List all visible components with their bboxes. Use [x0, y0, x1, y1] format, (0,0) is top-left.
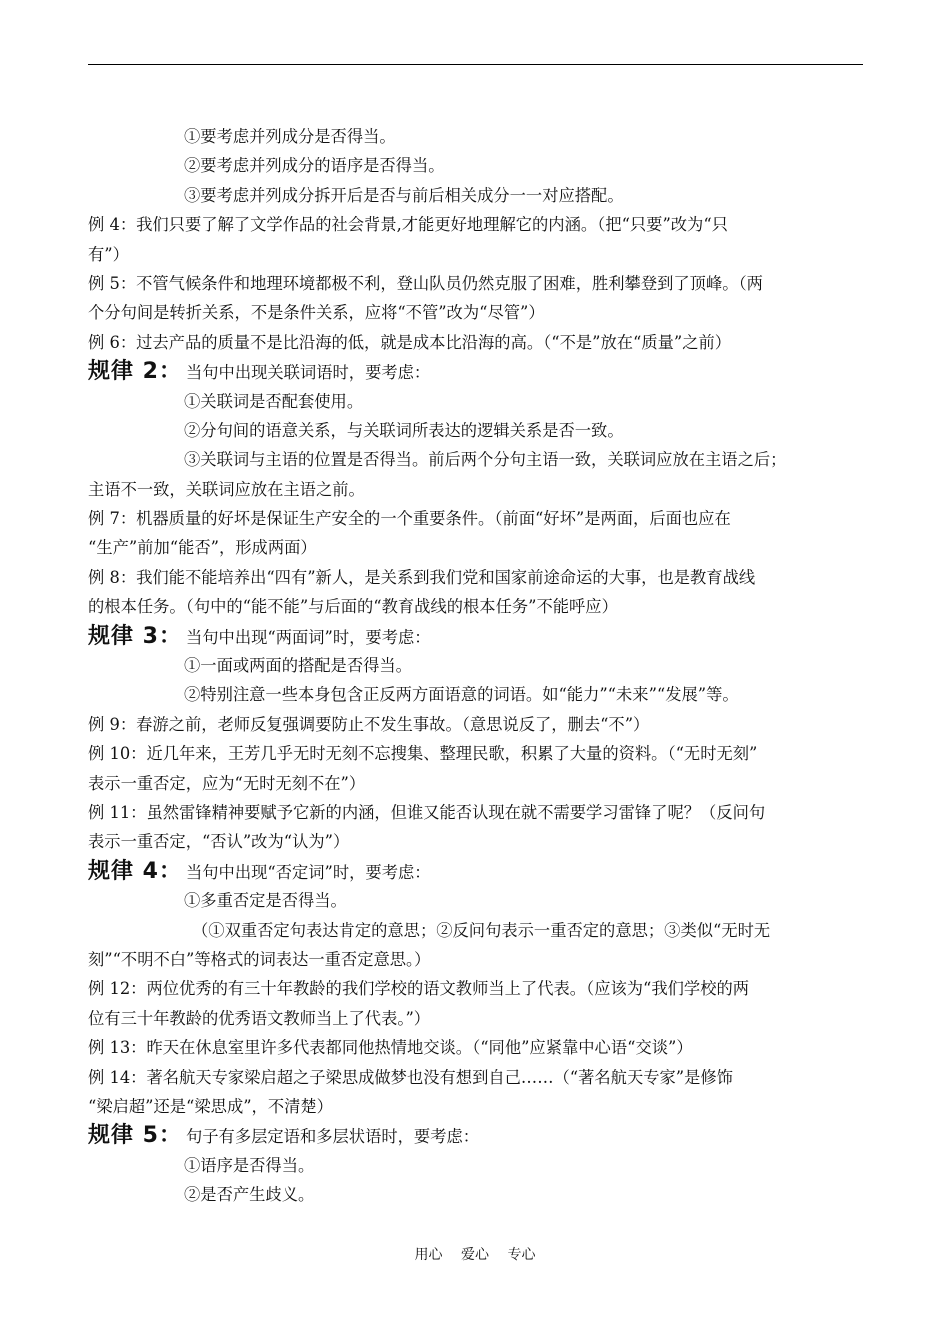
- text-line: [88, 798, 878, 827]
- line-text: 例 8：我们能不能培养出“四有”新人，是关系到我们党和国家前途命运的大事，也是教育战线: [88, 567, 756, 587]
- header-rule: [88, 64, 863, 65]
- text-line: [88, 563, 878, 592]
- text-line: [88, 475, 878, 504]
- line-text: ③要考虑并列成分拆开后是否与前后相关成分一一对应搭配。: [184, 185, 624, 205]
- page-footer: 用心 爱心 专心: [414, 1247, 536, 1263]
- line-text: 例 4：我们只要了解了文学作品的社会背景,才能更好地理解它的内涵。（把“只要”改为“只: [88, 215, 728, 235]
- rule-label: 规律 2：: [88, 359, 182, 385]
- text-line: [88, 298, 878, 327]
- text-line: [88, 387, 878, 416]
- line-text: （①双重否定句表达肯定的意思；②反问句表示一重否定的意思；③类似“无时无: [192, 920, 771, 940]
- text-line: [88, 916, 878, 945]
- text-line: [88, 533, 878, 562]
- line-text: 例 9：春游之前，老师反复强调要防止不发生事故。（意思说反了，删去“不”）: [88, 714, 650, 734]
- line-text: 的根本任务。（句中的“能不能”与后面的“教育战线的根本任务”不能呼应）: [88, 597, 618, 617]
- line-text: 有”）: [88, 244, 129, 264]
- line-text: ①要考虑并列成分是否得当。: [184, 127, 396, 146]
- line-text: “梁启超”还是“梁思成”，不清楚）: [88, 1096, 333, 1116]
- rule-heading-line: [88, 357, 878, 386]
- line-text: 表示一重否定，“否认”改为“认为”）: [88, 832, 350, 852]
- text-line: [88, 827, 878, 856]
- line-text: 表示一重否定，应为“无时无刻不在”）: [88, 773, 366, 793]
- rule-label: 规律 5：: [88, 1123, 182, 1149]
- text-line: [88, 504, 878, 533]
- text-line: [88, 181, 878, 210]
- text-line: [88, 769, 878, 798]
- line-text: ②分句间的语意关系，与关联词所表达的逻辑关系是否一致。: [184, 420, 624, 440]
- rule-heading-line: [88, 622, 878, 651]
- line-text: 例 7：机器质量的好坏是保证生产安全的一个重要条件。（前面“好坏”是两面，后面也应在: [88, 509, 731, 529]
- text-line: [88, 328, 878, 357]
- text-line: [88, 1180, 878, 1209]
- line-text: 个分句间是转折关系，不是条件关系，应将“不管”改为“尽管”）: [88, 303, 545, 323]
- text-line: [88, 151, 878, 180]
- text-line: [88, 592, 878, 621]
- line-text: ①多重否定是否得当。: [184, 891, 347, 911]
- rule-heading-line: [88, 857, 878, 886]
- line-text: 例 14：著名航天专家梁启超之子梁思成做梦也没有想到自己……（“著名航天专家”是修饰: [88, 1067, 733, 1087]
- document-body: [88, 122, 878, 1209]
- text-line: [88, 210, 878, 239]
- line-text: 例 6：过去产品的质量不是比沿海的低，就是成本比沿海的高。（“不是”放在“质量”之前）: [88, 332, 732, 352]
- text-line: [88, 122, 878, 151]
- line-text: ①语序是否得当。: [184, 1155, 315, 1175]
- text-line: [88, 240, 878, 269]
- line-text: 例 12：两位优秀的有三十年教龄的我们学校的语文教师当上了代表。（应该为“我们学校的两: [88, 979, 750, 999]
- text-line: [88, 269, 878, 298]
- line-text: ①一面或两面的搭配是否得当。: [184, 656, 412, 676]
- line-text: 主语不一致，关联词应放在主语之前。: [88, 479, 365, 499]
- rule-label: 规律 4：: [88, 858, 182, 884]
- line-text: 例 11：虽然雷锋精神要赋予它新的内涵，但谁又能否认现在就不需要学习雷锋了呢？（反问句: [88, 802, 766, 822]
- text-line: [88, 974, 878, 1003]
- line-text: ②是否产生歧义。: [184, 1185, 315, 1205]
- rule-label: 规律 3：: [88, 623, 182, 649]
- text-line: [88, 710, 878, 739]
- line-text: “生产”前加“能否”，形成两面）: [88, 538, 317, 558]
- text-line: [88, 1063, 878, 1092]
- line-text: 例 5：不管气候条件和地理环境都极不利，登山队员仍然克服了困难，胜利攀登到了顶峰。（两: [88, 273, 763, 293]
- line-text: 刻”“不明不白”等格式的词表达一重否定意思。）: [88, 949, 431, 969]
- text-line: [88, 1004, 878, 1033]
- line-text: 当句中出现“两面词”时，要考虑：: [185, 627, 431, 647]
- line-text: ①关联词是否配套使用。: [184, 391, 364, 411]
- line-text: 例 13：昨天在休息室里许多代表都同他热情地交谈。（“同他”应紧靠中心语“交谈”）: [88, 1038, 693, 1058]
- line-text: 当句中出现关联词语时，要考虑：: [185, 363, 431, 383]
- text-line: [88, 416, 878, 445]
- line-text: ②特别注意一些本身包含正反两方面语意的词语。如“能力”“未来”“发展”等。: [184, 685, 739, 705]
- line-text: 例 10：近几年来，王芳几乎无时无刻不忘搜集、整理民歌，积累了大量的资料。（“无时无刻”: [88, 744, 758, 764]
- text-line: [88, 945, 878, 974]
- text-line: [88, 680, 878, 709]
- line-text: ②要考虑并列成分的语序是否得当。: [184, 156, 445, 176]
- text-line: [88, 651, 878, 680]
- line-text: 位有三十年教龄的优秀语文教师当上了代表。”）: [88, 1008, 431, 1028]
- line-text: ③关联词与主语的位置是否得当。前后两个分句主语一致，关联词应放在主语之后；: [184, 450, 787, 470]
- text-line: [88, 445, 878, 474]
- text-line: [88, 886, 878, 915]
- text-line: [88, 1151, 878, 1180]
- line-text: 句子有多层定语和多层状语时，要考虑：: [185, 1127, 480, 1147]
- text-line: [88, 1092, 878, 1121]
- text-line: [88, 1033, 878, 1062]
- rule-heading-line: [88, 1121, 878, 1150]
- line-text: 当句中出现“否定词”时，要考虑：: [185, 862, 431, 882]
- text-line: [88, 739, 878, 768]
